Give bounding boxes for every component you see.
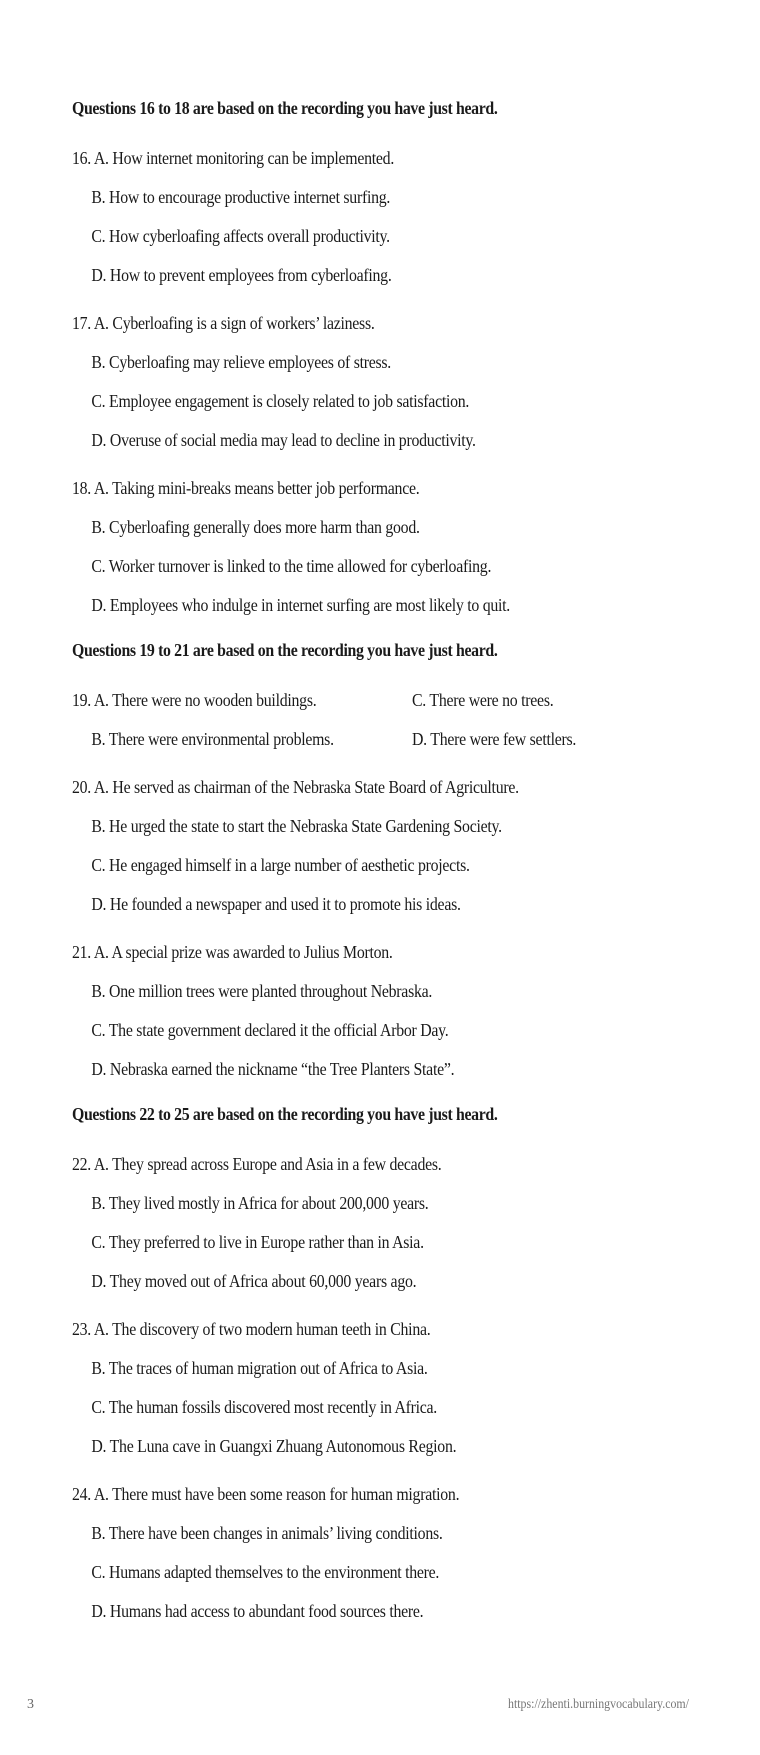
question-number: 20. xyxy=(72,777,92,797)
question-number: 24. xyxy=(72,1484,92,1504)
section-heading: Questions 16 to 18 are based on the recording you have just heard. xyxy=(72,98,498,118)
option-a: A. A special prize was awarded to Julius Morton. xyxy=(93,942,393,962)
question-number: 18. xyxy=(72,478,92,498)
option-b: B. The traces of human migration out of Africa to Asia. xyxy=(91,1358,428,1378)
question-line xyxy=(72,1475,635,1514)
option-a-cell xyxy=(72,681,371,720)
option-a: A. The discovery of two modern human teeth in China. xyxy=(93,1319,431,1339)
exam-page xyxy=(72,92,712,1640)
option-a: A. They spread across Europe and Asia in a few decades. xyxy=(93,1154,442,1174)
option-b: B. There have been changes in animals’ living conditions. xyxy=(91,1523,443,1543)
question-line xyxy=(72,304,635,343)
option-a: A. There must have been some reason for human migration. xyxy=(93,1484,460,1504)
option-d: D. How to prevent employees from cyberloafing. xyxy=(91,265,392,285)
option-d: D. There were few settlers. xyxy=(412,729,577,749)
option-b: B. Cyberloafing may relieve employees of stress. xyxy=(91,352,392,372)
option-b: B. There were environmental problems. xyxy=(91,729,334,749)
option-c: C. How cyberloafing affects overall productivity. xyxy=(91,226,390,246)
question-20 xyxy=(72,768,712,924)
question-number: 22. xyxy=(72,1154,92,1174)
option-a: A. He served as chairman of the Nebraska State Board of Agriculture. xyxy=(93,777,519,797)
question-17 xyxy=(72,304,712,460)
question-23 xyxy=(72,1310,712,1466)
option-c: C. They preferred to live in Europe rather than in Asia. xyxy=(91,1232,424,1252)
question-22 xyxy=(72,1145,712,1301)
option-c: C. Humans adapted themselves to the environment there. xyxy=(91,1562,440,1582)
question-24 xyxy=(72,1475,712,1631)
option-c: C. He engaged himself in a large number of aesthetic projects. xyxy=(91,855,470,875)
option-a: A. There were no wooden buildings. xyxy=(93,690,317,710)
option-a: A. Cyberloafing is a sign of workers’ laziness. xyxy=(93,313,375,333)
question-line xyxy=(72,933,635,972)
option-b: B. One million trees were planted throughout Nebraska. xyxy=(91,981,433,1001)
question-number: 16. xyxy=(72,148,92,168)
question-number: 23. xyxy=(72,1319,92,1339)
option-b: B. They lived mostly in Africa for about 200,000 years. xyxy=(91,1193,429,1213)
section-heading: Questions 19 to 21 are based on the recording you have just heard. xyxy=(72,640,498,660)
option-row xyxy=(72,720,712,759)
option-d: D. They moved out of Africa about 60,000 years ago. xyxy=(91,1271,417,1291)
option-a: A. How internet monitoring can be implemented. xyxy=(93,148,395,168)
option-d: D. Overuse of social media may lead to decline in productivity. xyxy=(91,430,476,450)
option-b: B. Cyberloafing generally does more harm than good. xyxy=(91,517,420,537)
question-line xyxy=(72,1145,635,1184)
option-d: D. The Luna cave in Guangxi Zhuang Autonomous Region. xyxy=(91,1436,457,1456)
footer-url[interactable]: https://zhenti.burningvocabulary.com/ xyxy=(508,1697,689,1712)
option-c: C. Worker turnover is linked to the time allowed for cyberloafing. xyxy=(91,556,492,576)
option-d: D. Nebraska earned the nickname “the Tree Planters State”. xyxy=(91,1059,455,1079)
question-21 xyxy=(72,933,712,1089)
question-line xyxy=(72,1310,635,1349)
page-number: 3 xyxy=(27,1697,34,1712)
question-19 xyxy=(72,681,712,759)
option-b: B. He urged the state to start the Nebraska State Gardening Society. xyxy=(91,816,502,836)
question-number: 21. xyxy=(72,942,92,962)
question-18 xyxy=(72,469,712,625)
question-line xyxy=(72,139,635,178)
option-row xyxy=(72,681,712,720)
section-heading: Questions 22 to 25 are based on the recording you have just heard. xyxy=(72,1104,498,1124)
question-line xyxy=(72,469,635,508)
option-d: D. Humans had access to abundant food sources there. xyxy=(91,1601,424,1621)
question-number: 17. xyxy=(72,313,92,333)
option-b: B. How to encourage productive internet surfing. xyxy=(91,187,391,207)
question-16 xyxy=(72,139,712,295)
option-c: C. Employee engagement is closely related to job satisfaction. xyxy=(91,391,470,411)
option-c: C. The human fossils discovered most recently in Africa. xyxy=(91,1397,438,1417)
option-a: A. Taking mini-breaks means better job performance. xyxy=(93,478,420,498)
question-line xyxy=(72,768,635,807)
option-d: D. Employees who indulge in internet surfing are most likely to quit. xyxy=(91,595,510,615)
option-c: C. There were no trees. xyxy=(412,690,554,710)
question-number: 19. xyxy=(72,690,92,710)
option-d: D. He founded a newspaper and used it to promote his ideas. xyxy=(91,894,461,914)
option-c: C. The state government declared it the official Arbor Day. xyxy=(91,1020,449,1040)
